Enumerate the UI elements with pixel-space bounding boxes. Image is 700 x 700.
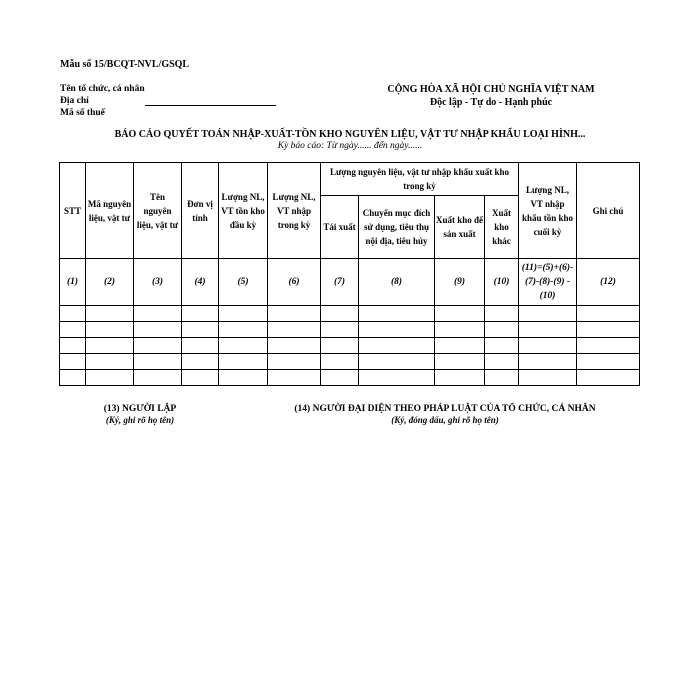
table-cell — [182, 306, 219, 322]
column-number: (12) — [577, 259, 640, 306]
table-row — [60, 354, 640, 370]
representative-note: (Ký, đóng dấu, ghi rõ họ tên) — [391, 415, 499, 425]
table-cell — [134, 322, 182, 338]
organization-address-label: Địa chỉ — [60, 96, 89, 106]
report-period: Kỳ báo cáo: Từ ngày...... đến ngày...... — [277, 141, 423, 151]
table-cell — [219, 370, 268, 386]
column-number: (4) — [182, 259, 219, 306]
form-number: Mẫu số 15/BCQT-NVL/GSQL — [60, 59, 190, 70]
table-cell — [321, 306, 359, 322]
table-cell — [268, 306, 321, 322]
organization-tax-code-label: Mã số thuế — [60, 108, 105, 118]
table-cell — [435, 370, 485, 386]
header-production: Xuất kho để sản xuất — [435, 196, 485, 259]
national-motto: Độc lập - Tự do - Hạnh phúc — [429, 97, 553, 108]
table-cell — [219, 322, 268, 338]
table-cell — [359, 354, 435, 370]
table-cell — [60, 306, 86, 322]
table-cell — [86, 338, 134, 354]
column-number: (10) — [485, 259, 519, 306]
country-name: CỘNG HÒA XÃ HỘI CHỦ NGHĨA VIỆT NAM — [387, 84, 595, 95]
table-cell — [134, 370, 182, 386]
blank-rows — [60, 306, 640, 386]
table-cell — [86, 306, 134, 322]
table-cell — [519, 306, 577, 322]
table-cell — [60, 338, 86, 354]
table-cell — [182, 370, 219, 386]
representative-signature — [270, 404, 620, 425]
table-cell — [485, 370, 519, 386]
national-header — [360, 83, 622, 109]
table-cell — [435, 338, 485, 354]
table-cell — [60, 354, 86, 370]
table-cell — [268, 370, 321, 386]
table-cell — [577, 322, 640, 338]
preparer-note: (Ký, ghi rõ họ tên) — [105, 415, 175, 425]
table-cell — [485, 338, 519, 354]
table-cell — [182, 322, 219, 338]
table-cell — [359, 370, 435, 386]
header-re-export: Tái xuất — [321, 196, 359, 259]
preparer-signature — [80, 404, 200, 425]
table-cell — [134, 354, 182, 370]
organization-info — [60, 83, 145, 119]
header-code: Mã nguyên liệu, vật tư — [86, 163, 134, 259]
table-cell — [182, 354, 219, 370]
header-note: Ghi chú — [577, 163, 640, 259]
table-cell — [577, 370, 640, 386]
header-exported-group: Lượng nguyên liệu, vật tư nhập khẩu xuất kho trong kỳ — [321, 163, 519, 196]
table-cell — [485, 354, 519, 370]
table-cell — [219, 338, 268, 354]
table-cell — [86, 354, 134, 370]
column-number-row — [60, 259, 640, 306]
table-cell — [321, 354, 359, 370]
table-cell — [86, 322, 134, 338]
table-cell — [435, 322, 485, 338]
table-cell — [321, 322, 359, 338]
table-cell — [321, 370, 359, 386]
table-cell — [435, 306, 485, 322]
table-cell — [268, 322, 321, 338]
table-cell — [519, 322, 577, 338]
column-number-formula: (11)=(5)+(6)-(7)-(8)-(9) - (10) — [519, 259, 577, 306]
header-stt: STT — [60, 163, 86, 259]
table-cell — [182, 338, 219, 354]
report-title: BÁO CÁO QUYẾT TOÁN NHẬP-XUẤT-TỒN KHO NGUYÊN LIỆU, VẬT TƯ NHẬP KHẨU LOẠI HÌNH... — [114, 129, 586, 140]
preparer-title: (13) NGƯỜI LẬP — [103, 404, 177, 414]
table-cell — [359, 338, 435, 354]
header-opening: Lượng NL, VT tồn kho đầu kỳ — [219, 163, 268, 259]
report-table — [59, 162, 640, 386]
column-number: (9) — [435, 259, 485, 306]
table-row — [60, 338, 640, 354]
table-row — [60, 322, 640, 338]
representative-title: (14) NGƯỜI ĐẠI DIỆN THEO PHÁP LUẬT CỦA TỔ CHỨC, CÁ NHÂN — [294, 404, 596, 414]
table-cell — [485, 322, 519, 338]
table-cell — [519, 370, 577, 386]
table-cell — [577, 306, 640, 322]
table-cell — [359, 322, 435, 338]
header-row-1 — [60, 163, 640, 196]
table-cell — [268, 338, 321, 354]
header-purpose-change: Chuyển mục đích sử dụng, tiêu thụ nội địa, tiêu hủy — [359, 196, 435, 259]
table-cell — [134, 338, 182, 354]
column-number: (8) — [359, 259, 435, 306]
table-cell — [60, 322, 86, 338]
table-row — [60, 370, 640, 386]
table-cell — [268, 354, 321, 370]
address-underline — [145, 105, 276, 106]
header-other: Xuất kho khác — [485, 196, 519, 259]
column-number: (1) — [60, 259, 86, 306]
table-row — [60, 306, 640, 322]
table-cell — [321, 338, 359, 354]
table-cell — [577, 354, 640, 370]
table-cell — [519, 354, 577, 370]
organization-name-label: Tên tổ chức, cá nhân — [60, 84, 145, 94]
column-number: (2) — [86, 259, 134, 306]
header-unit: Đơn vị tính — [182, 163, 219, 259]
table-cell — [219, 354, 268, 370]
table-cell — [485, 306, 519, 322]
column-number: (3) — [134, 259, 182, 306]
table-cell — [519, 338, 577, 354]
table-cell — [435, 354, 485, 370]
table-cell — [60, 370, 86, 386]
header-imported: Lượng NL, VT nhập trong kỳ — [268, 163, 321, 259]
column-number: (5) — [219, 259, 268, 306]
column-number: (6) — [268, 259, 321, 306]
table-cell — [577, 338, 640, 354]
table-cell — [134, 306, 182, 322]
column-number: (7) — [321, 259, 359, 306]
header-name: Tên nguyên liệu, vật tư — [134, 163, 182, 259]
table-cell — [86, 370, 134, 386]
header-closing: Lượng NL, VT nhập khẩu tồn kho cuối kỳ — [519, 163, 577, 259]
table-cell — [359, 306, 435, 322]
table-cell — [219, 306, 268, 322]
